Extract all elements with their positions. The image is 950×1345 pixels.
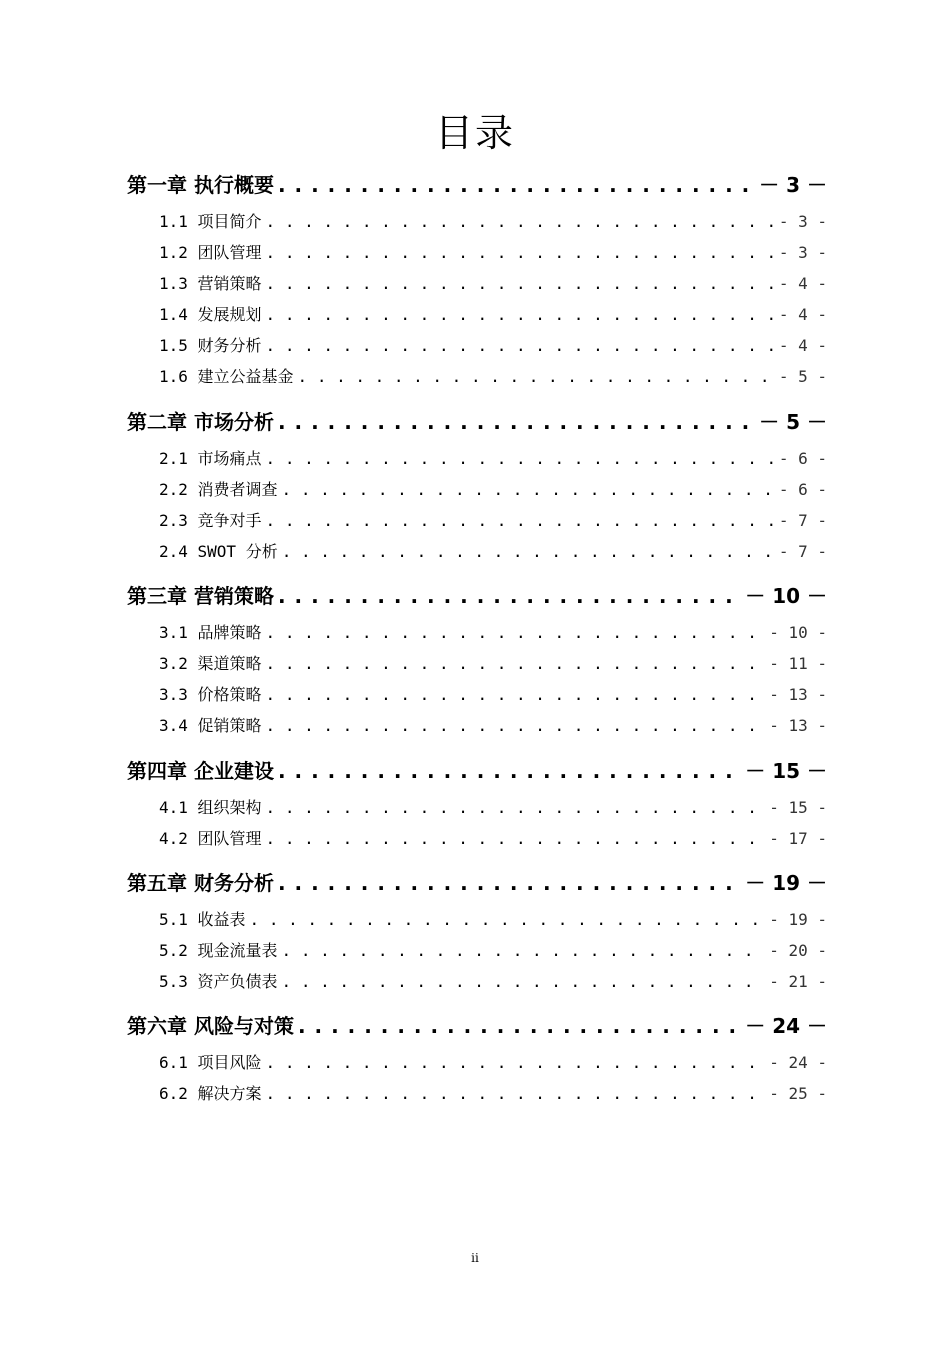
toc-section-entry[interactable] <box>159 272 827 296</box>
chapter-page-number: － 10 － <box>745 584 827 608</box>
section-title: 5.3 资产负债表 <box>159 972 278 991</box>
section-page-number: - 19 - <box>769 910 827 929</box>
toc-chapter-entry[interactable] <box>127 868 827 898</box>
page-title: 目录 <box>434 111 515 155</box>
section-title: 1.5 财务分析 <box>159 336 262 355</box>
section-page-number: - 24 - <box>769 1053 827 1072</box>
section-title: 1.1 项目简介 <box>159 212 262 231</box>
toc-chapter-entry[interactable] <box>127 581 827 611</box>
section-title: 1.2 团队管理 <box>159 243 262 262</box>
dot-leader <box>266 621 766 645</box>
section-page-number: - 4 - <box>778 305 827 324</box>
dot-leader <box>266 1082 766 1106</box>
section-page-number: - 11 - <box>769 654 827 673</box>
dot-leader <box>278 756 741 786</box>
section-page-number: - 20 - <box>769 941 827 960</box>
toc-section-entry[interactable] <box>159 447 827 471</box>
section-page-number: - 25 - <box>769 1084 827 1103</box>
section-title: 2.3 竞争对手 <box>159 511 262 530</box>
section-page-number: - 7 - <box>778 511 827 530</box>
toc-section-entry[interactable] <box>159 1082 827 1106</box>
section-page-number: - 7 - <box>778 542 827 561</box>
toc-section-entry[interactable] <box>159 1051 827 1075</box>
section-title: 3.2 渠道策略 <box>159 654 262 673</box>
section-title: 3.1 品牌策略 <box>159 623 262 642</box>
section-page-number: - 13 - <box>769 716 827 735</box>
chapter-title: 第五章 财务分析 <box>127 871 274 895</box>
dot-leader <box>266 714 766 738</box>
toc-section-entry[interactable] <box>159 241 827 265</box>
chapter-page-number: － 19 － <box>745 871 827 895</box>
dot-leader <box>266 272 775 296</box>
toc-section-entry[interactable] <box>159 939 827 963</box>
section-page-number: - 4 - <box>778 336 827 355</box>
dot-leader <box>266 652 766 676</box>
toc-section-entry[interactable] <box>159 210 827 234</box>
dot-leader <box>266 210 775 234</box>
section-title: 3.4 促销策略 <box>159 716 262 735</box>
chapter-page-number: － 5 － <box>759 410 827 434</box>
toc-section-entry[interactable] <box>159 683 827 707</box>
dot-leader <box>266 447 775 471</box>
toc-section-entry[interactable] <box>159 652 827 676</box>
section-title: 6.1 项目风险 <box>159 1053 262 1072</box>
section-page-number: - 4 - <box>778 274 827 293</box>
dot-leader <box>266 334 775 358</box>
section-page-number: - 21 - <box>769 972 827 991</box>
dot-leader <box>282 478 775 502</box>
chapter-page-number: － 24 － <box>745 1014 827 1038</box>
toc-section-entry[interactable] <box>159 478 827 502</box>
section-page-number: - 13 - <box>769 685 827 704</box>
section-title: 4.2 团队管理 <box>159 829 262 848</box>
toc-section-entry[interactable] <box>159 621 827 645</box>
dot-leader <box>278 868 741 898</box>
toc-chapter-entry[interactable] <box>127 756 827 786</box>
chapter-title: 第二章 市场分析 <box>127 410 274 434</box>
toc-chapter-entry[interactable] <box>127 170 827 200</box>
chapter-title: 第四章 企业建设 <box>127 759 274 783</box>
chapter-title: 第三章 营销策略 <box>127 584 274 608</box>
chapter-page-number: － 15 － <box>745 759 827 783</box>
toc-section-entry[interactable] <box>159 334 827 358</box>
section-title: 1.6 建立公益基金 <box>159 367 294 386</box>
section-page-number: - 3 - <box>778 243 827 262</box>
chapter-title: 第一章 执行概要 <box>127 173 274 197</box>
section-title: 6.2 解决方案 <box>159 1084 262 1103</box>
section-page-number: - 5 - <box>778 367 827 386</box>
dot-leader <box>278 581 741 611</box>
section-title: 5.1 收益表 <box>159 910 246 929</box>
chapter-page-number: － 3 － <box>759 173 827 197</box>
section-page-number: - 10 - <box>769 623 827 642</box>
section-title: 5.2 现金流量表 <box>159 941 278 960</box>
section-title: 2.2 消费者调查 <box>159 480 278 499</box>
dot-leader <box>282 540 775 564</box>
section-page-number: - 15 - <box>769 798 827 817</box>
toc-section-entry[interactable] <box>159 908 827 932</box>
toc-chapter-entry[interactable] <box>127 1011 827 1041</box>
toc-section-entry[interactable] <box>159 970 827 994</box>
toc-section-entry[interactable] <box>159 714 827 738</box>
dot-leader <box>282 939 766 963</box>
chapter-title: 第六章 风险与对策 <box>127 1014 294 1038</box>
dot-leader <box>266 683 766 707</box>
toc-section-entry[interactable] <box>159 540 827 564</box>
section-title: 2.4 SWOT 分析 <box>159 542 278 561</box>
dot-leader <box>266 303 775 327</box>
section-page-number: - 17 - <box>769 829 827 848</box>
toc-section-entry[interactable] <box>159 827 827 851</box>
section-title: 2.1 市场痛点 <box>159 449 262 468</box>
toc-section-entry[interactable] <box>159 796 827 820</box>
section-title: 3.3 价格策略 <box>159 685 262 704</box>
dot-leader <box>266 1051 766 1075</box>
page-number-footer: ii <box>471 1251 479 1265</box>
dot-leader <box>266 796 766 820</box>
section-title: 4.1 组织架构 <box>159 798 262 817</box>
section-page-number: - 6 - <box>778 480 827 499</box>
section-title: 1.4 发展规划 <box>159 305 262 324</box>
section-title: 1.3 营销策略 <box>159 274 262 293</box>
dot-leader <box>266 509 775 533</box>
toc-section-entry[interactable] <box>159 365 827 389</box>
section-page-number: - 3 - <box>778 212 827 231</box>
toc-chapter-entry[interactable] <box>127 407 827 437</box>
dot-leader <box>298 1011 741 1041</box>
dot-leader <box>250 908 766 932</box>
section-page-number: - 6 - <box>778 449 827 468</box>
dot-leader <box>266 827 766 851</box>
dot-leader <box>298 365 775 389</box>
dot-leader <box>278 170 755 200</box>
dot-leader <box>278 407 755 437</box>
toc-section-entry[interactable] <box>159 509 827 533</box>
dot-leader <box>282 970 766 994</box>
toc-section-entry[interactable] <box>159 303 827 327</box>
dot-leader <box>266 241 775 265</box>
